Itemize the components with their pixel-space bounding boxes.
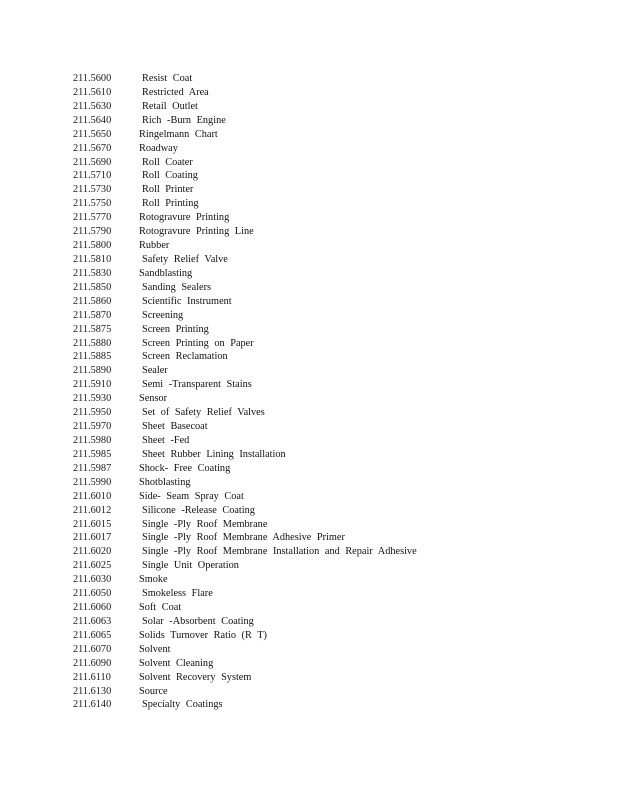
defined-term: Roll Coater xyxy=(142,156,193,168)
section-number: 211.5710 xyxy=(73,170,112,182)
defined-term: Roadway xyxy=(139,142,178,154)
section-number: 211.6050 xyxy=(73,588,112,600)
section-number: 211.6020 xyxy=(73,546,112,558)
defined-term: Single -Ply Roof Membrane Adhesive Primer xyxy=(142,532,345,544)
defined-term: Solvent Cleaning xyxy=(139,657,214,669)
list-item xyxy=(73,490,593,504)
defined-term: Sheet -Fed xyxy=(142,434,190,446)
defined-term: Sandblasting xyxy=(139,267,193,279)
list-item xyxy=(73,239,593,253)
defined-term: Single -Ply Roof Membrane xyxy=(142,518,268,530)
section-number: 211.6030 xyxy=(73,574,112,586)
defined-term: Single Unit Operation xyxy=(142,560,239,572)
defined-term: Safety Relief Valve xyxy=(142,253,228,265)
defined-term: Side- Seam Spray Coat xyxy=(139,490,244,502)
list-item xyxy=(73,573,593,587)
section-number: 211.5980 xyxy=(73,434,112,446)
defined-term: Rotogravure Printing Line xyxy=(139,226,254,238)
section-number: 211.5875 xyxy=(73,323,112,335)
section-number: 211.6025 xyxy=(73,560,112,572)
section-number: 211.5800 xyxy=(73,240,112,252)
defined-term: Roll Printing xyxy=(142,198,199,210)
section-number: 211.6090 xyxy=(73,657,112,669)
list-item xyxy=(73,448,593,462)
section-number: 211.6140 xyxy=(73,699,112,711)
section-number: 211.6070 xyxy=(73,643,112,655)
section-number: 211.5730 xyxy=(73,184,112,196)
defined-term: Solids Turnover Ratio (R T) xyxy=(139,629,267,641)
defined-term: Solar -Absorbent Coating xyxy=(142,615,254,627)
defined-term: Rotogravure Printing xyxy=(139,212,230,224)
list-item xyxy=(73,434,593,448)
defined-term: Screening xyxy=(142,309,184,321)
defined-term: Resist Coat xyxy=(142,73,193,84)
section-number: 211.5770 xyxy=(73,212,112,224)
section-number: 211.5985 xyxy=(73,448,112,460)
defined-term: Screen Printing xyxy=(142,323,209,335)
list-item xyxy=(73,253,593,267)
list-item xyxy=(73,169,593,183)
section-number: 211.5850 xyxy=(73,281,112,293)
section-number: 211.5890 xyxy=(73,365,112,377)
section-number: 211.6012 xyxy=(73,504,112,516)
list-item xyxy=(73,587,593,601)
list-item xyxy=(73,643,593,657)
defined-term: Screen Reclamation xyxy=(142,351,228,363)
section-number: 211.6065 xyxy=(73,629,112,641)
list-item xyxy=(73,420,593,434)
list-item xyxy=(73,114,593,128)
list-item xyxy=(73,559,593,573)
section-number: 211.6015 xyxy=(73,518,112,530)
section-number: 211.6063 xyxy=(73,615,112,627)
defined-term: Smoke xyxy=(139,574,168,586)
section-number: 211.5910 xyxy=(73,379,112,391)
list-item xyxy=(73,671,593,685)
list-item xyxy=(73,545,593,559)
list-item xyxy=(73,518,593,532)
defined-term: Retail Outlet xyxy=(142,100,198,112)
list-item xyxy=(73,337,593,351)
list-item xyxy=(73,72,593,86)
section-number: 211.6130 xyxy=(73,685,112,697)
list-item xyxy=(73,281,593,295)
defined-term: Semi -Transparent Stains xyxy=(142,379,252,391)
defined-term: Shock- Free Coating xyxy=(139,462,231,474)
defined-term: Scientific Instrument xyxy=(142,295,232,307)
section-number: 211.5950 xyxy=(73,407,112,419)
defined-term: Roll Coating xyxy=(142,170,198,182)
list-item xyxy=(73,657,593,671)
defined-term: Silicone -Release Coating xyxy=(142,504,255,516)
list-item xyxy=(73,392,593,406)
section-number: 211.5885 xyxy=(73,351,112,363)
list-item xyxy=(73,100,593,114)
section-number: 211.6110 xyxy=(73,671,111,683)
defined-term: Sealer xyxy=(142,365,168,377)
defined-term: Sheet Rubber Lining Installation xyxy=(142,448,286,460)
list-item xyxy=(73,615,593,629)
list-item xyxy=(73,629,593,643)
list-item xyxy=(73,156,593,170)
list-item xyxy=(73,685,593,699)
list-item xyxy=(73,86,593,100)
list-item xyxy=(73,183,593,197)
defined-term: Shotblasting xyxy=(139,476,191,488)
definitions-index-list xyxy=(73,72,593,712)
section-number: 211.5690 xyxy=(73,156,112,168)
defined-term: Roll Printer xyxy=(142,184,194,196)
list-item xyxy=(73,267,593,281)
list-item xyxy=(73,225,593,239)
defined-term: Solvent Recovery System xyxy=(139,671,252,683)
list-item xyxy=(73,406,593,420)
defined-term: Solvent xyxy=(139,643,171,655)
list-item xyxy=(73,698,593,712)
defined-term: Rich -Burn Engine xyxy=(142,114,226,126)
list-item xyxy=(73,350,593,364)
section-number: 211.5987 xyxy=(73,462,112,474)
list-item xyxy=(73,531,593,545)
defined-term: Sanding Sealers xyxy=(142,281,212,293)
list-item xyxy=(73,211,593,225)
list-item xyxy=(73,197,593,211)
section-number: 211.6060 xyxy=(73,602,112,614)
list-item xyxy=(73,323,593,337)
section-number: 211.5600 xyxy=(73,73,112,84)
defined-term: Soft Coat xyxy=(139,602,182,614)
defined-term: Restricted Area xyxy=(142,86,209,98)
defined-term: Source xyxy=(139,685,168,697)
defined-term: Smokeless Flare xyxy=(142,588,213,600)
section-number: 211.6010 xyxy=(73,490,112,502)
list-item xyxy=(73,128,593,142)
section-number: 211.5630 xyxy=(73,100,112,112)
list-item xyxy=(73,462,593,476)
defined-term: Specialty Coatings xyxy=(142,699,223,711)
section-number: 211.5990 xyxy=(73,476,112,488)
defined-term: Sensor xyxy=(139,393,168,405)
section-number: 211.5790 xyxy=(73,226,112,238)
section-number: 211.5670 xyxy=(73,142,112,154)
section-number: 211.5640 xyxy=(73,114,112,126)
section-number: 211.5860 xyxy=(73,295,112,307)
defined-term: Rubber xyxy=(139,240,170,252)
section-number: 211.6017 xyxy=(73,532,112,544)
list-item xyxy=(73,142,593,156)
list-item xyxy=(73,378,593,392)
section-number: 211.5970 xyxy=(73,421,112,433)
list-item xyxy=(73,309,593,323)
defined-term: Set of Safety Relief Valves xyxy=(142,407,265,419)
section-number: 211.5830 xyxy=(73,267,112,279)
section-number: 211.5880 xyxy=(73,337,112,349)
section-number: 211.5750 xyxy=(73,198,112,210)
section-number: 211.5870 xyxy=(73,309,112,321)
list-item xyxy=(73,295,593,309)
defined-term: Sheet Basecoat xyxy=(142,421,208,433)
defined-term: Ringelmann Chart xyxy=(139,128,218,140)
defined-term: Single -Ply Roof Membrane Installation and Repair Adhesive xyxy=(142,546,417,558)
defined-term: Screen Printing on Paper xyxy=(142,337,254,349)
section-number: 211.5650 xyxy=(73,128,112,140)
list-item xyxy=(73,504,593,518)
section-number: 211.5810 xyxy=(73,253,112,265)
section-number: 211.5610 xyxy=(73,86,112,98)
list-item xyxy=(73,364,593,378)
section-number: 211.5930 xyxy=(73,393,112,405)
list-item xyxy=(73,476,593,490)
list-item xyxy=(73,601,593,615)
